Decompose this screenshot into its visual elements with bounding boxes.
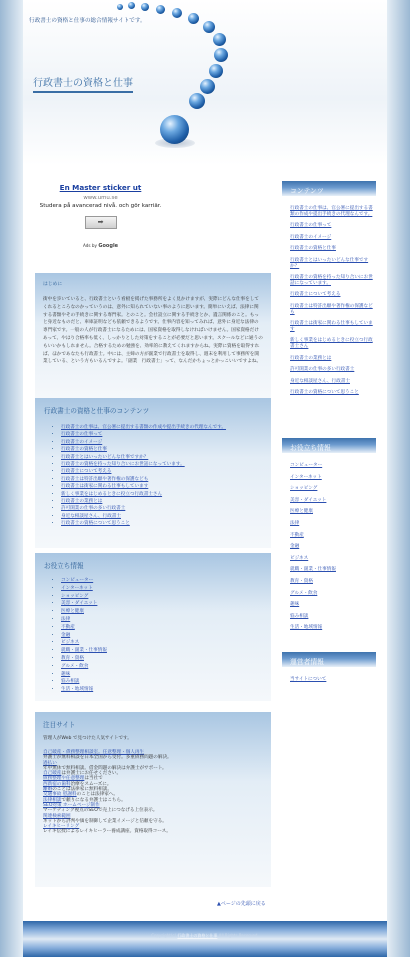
notable-site-link[interactable]: 法律相談	[43, 797, 62, 803]
useful-link[interactable]: 不動産	[61, 624, 75, 630]
useful-item	[61, 624, 262, 632]
sidebar-useful-link[interactable]: コンピューター	[290, 463, 323, 468]
notable-site-desc: ネットから評判や価を制御して企業イメージと信頼を守る。	[43, 818, 167, 824]
notable-site-link[interactable]: 過払い	[43, 760, 57, 766]
intro-heading: はじめに	[43, 282, 63, 287]
notable-site-link[interactable]: 交通事故 慰謝料	[43, 792, 77, 798]
contents-link[interactable]: 行政書士とはいったいどんな仕事ですか？	[61, 454, 149, 460]
sidebar-contents-link[interactable]: 行政書士の仕事は、官公署に提出する書類の作成や提出手続きの代理なんです。	[290, 206, 373, 217]
contents-link[interactable]: 行政書士の資格と仕事	[61, 447, 107, 453]
sidebar-contents-link[interactable]: 行政書士の資格と仕事	[290, 246, 336, 252]
ad-description: Studera på avancerad nivå. och gör karriär.	[39, 203, 162, 209]
notable-site-link[interactable]: 債務整理や任意整理	[43, 776, 85, 782]
sidebar-admin-link[interactable]: 当サイトについて	[290, 677, 327, 682]
notable-site-desc: のことは法律家へ。	[76, 792, 118, 798]
page-body	[23, 0, 387, 957]
useful-info-section	[35, 553, 271, 701]
back-to-top-link[interactable]: ▲ページの先頭に戻る	[217, 901, 266, 907]
ad-title-link[interactable]: En Master sticker ut	[59, 183, 142, 192]
intro-section	[35, 273, 271, 398]
contents-link[interactable]: 行政書士の業務とは	[61, 499, 103, 505]
sidebar-contents-link[interactable]: 行政書士について考える	[290, 292, 341, 298]
sidebar-admin-heading: 運営者情報	[282, 652, 376, 667]
contents-link[interactable]: 行政書士の仕事は、官公署に提出する書類の作成や提出手続きの代理なんです。	[61, 425, 227, 430]
contents-link[interactable]: 行政書士の資格を持った知り合いにお世話になっています。	[61, 462, 185, 468]
useful-link[interactable]: 医療と健康	[61, 609, 84, 615]
useful-link[interactable]: 就職・副業・仕事情報	[61, 648, 107, 654]
sidebar-contents-list	[282, 206, 376, 396]
sidebar-useful-link[interactable]: ショッピング	[290, 486, 318, 492]
sidebar-useful-link[interactable]: ビジネス	[290, 555, 309, 561]
sidebar-contents-link[interactable]: 行政書士とはいったいどんな仕事ですか？	[290, 257, 369, 269]
useful-item	[61, 632, 262, 640]
useful-link[interactable]: 教育・資格	[61, 655, 84, 661]
copyright-suffix: All Rights Reserved.	[218, 933, 259, 938]
notable-site-link[interactable]: 離婚	[43, 787, 53, 793]
useful-item	[61, 678, 262, 686]
useful-item	[61, 608, 262, 616]
notable-sites-lead: 管理人がWeb で見つけた人気サイトです。	[43, 736, 132, 741]
useful-link[interactable]: 生活・地域情報	[61, 687, 94, 693]
sidebar-admin-list	[282, 677, 376, 683]
contents-item	[61, 446, 262, 453]
sidebar-useful-link[interactable]: 就職・副業・仕事情報	[290, 567, 336, 573]
useful-link[interactable]: 悩み相談	[61, 679, 80, 685]
contents-item	[61, 468, 262, 475]
sidebar-admin	[282, 652, 376, 689]
sidebar-useful-link[interactable]: 生活・地域情報	[290, 625, 323, 631]
contents-link[interactable]: 行政書士の仕事って	[61, 432, 103, 438]
google-logo: Google	[98, 242, 119, 249]
sidebar-contents	[282, 181, 376, 402]
useful-link[interactable]: コンピューター	[61, 578, 94, 583]
useful-link[interactable]: インターネット	[61, 585, 93, 591]
notable-site-desc: レイキ伝授によるレイキヒーラー養成講座。資格取得コース。	[43, 829, 171, 835]
contents-item	[61, 431, 262, 438]
site-title[interactable]: 行政書士の資格と仕事	[33, 74, 133, 93]
contents-link[interactable]: 行政書士のイメージ	[61, 439, 103, 445]
contents-heading: 行政書士の資格と仕事のコンテンツ	[44, 407, 150, 415]
useful-item	[61, 600, 262, 608]
useful-link[interactable]: 法律	[61, 616, 71, 622]
notable-site-desc: マーケティング視点のSEOで売上につなげる上位表示。	[43, 808, 158, 814]
sidebar-useful-link[interactable]: インターネット	[290, 474, 322, 480]
contents-link[interactable]: 身近な相談屋さん、行政書士	[61, 513, 121, 519]
sidebar-contents-link[interactable]: 行政書士のイメージ	[290, 234, 332, 240]
useful-item	[61, 577, 262, 585]
sidebar-useful-link[interactable]: 悩み相談	[290, 613, 309, 619]
useful-link[interactable]: グルメ・飲食	[61, 663, 89, 669]
notable-site-desc: 年中無休で無料相談。借金問題の解決は弁護士がサポート。	[43, 765, 167, 771]
contents-item	[61, 439, 262, 446]
site-header	[23, 0, 387, 165]
notable-site-link[interactable]: 西新宿の歯科	[43, 781, 71, 787]
notable-sites-heading: 注目サイト	[43, 721, 76, 729]
contents-item	[61, 483, 262, 490]
contents-item	[61, 461, 262, 468]
useful-item	[61, 686, 262, 694]
copyright-prefix: Copyright(c)	[151, 933, 177, 938]
notable-site-link[interactable]: 関連検索範囲	[43, 813, 71, 819]
useful-link[interactable]: ビジネス	[61, 640, 80, 646]
sidebar-useful	[282, 438, 376, 637]
useful-item	[61, 671, 262, 679]
useful-item	[61, 585, 262, 593]
notable-sites-section	[35, 712, 271, 887]
contents-section	[35, 398, 271, 548]
contents-link[interactable]: 行政書士は街家に関わる仕事もしています	[61, 484, 149, 490]
sidebar-useful-link[interactable]: 美容・ダイエット	[290, 497, 327, 503]
sidebar-contents-link[interactable]: 行政書士は街家に関わる仕事もしています	[290, 321, 373, 332]
useful-link[interactable]: 金融	[61, 632, 71, 638]
useful-item	[61, 639, 262, 647]
sidebar-useful-link[interactable]: グルメ・飲食	[290, 590, 318, 596]
notable-site-desc: 弁護士が無料相談を日本全国から受付。多重債務問題の解決。	[43, 755, 172, 761]
useful-item	[61, 655, 262, 663]
ad-go-button[interactable]: ➡	[85, 216, 117, 229]
contents-item	[61, 454, 262, 461]
intro-text: 街中を歩いていると、行政書士という看板を掲げた事務所をよく見かけますが、実際にどんな仕事をしてくれるところなのかっていうのは、意外に知られていない事のように思います。簡単にいえば、法律に関する書類やその手続きに関する専門家。とのこと。会社設立に関する手続きとか、遺言関係のこと。もっと身近なものだと、車庫証明なども依頼できるようです。仕事内容を知ってみれば、意外に身近な法律の専門家です。一般の人が行政書士になるためには、国家資格を取得しなければいけません。国家資格だけあって、やはり合格率も低く、しっかりとした対策をすることが必要だと思います。スクールなどに通うのもいいかもしれません。合格するための勉強を、効率的に教えてくれますからね。実際に資格を取得すれば、ほかであなたも行政書士。中には、主婦の方が副業で行政書士を取得し、週末を利用して事務所を開業している、という方もいるんですよ。「副業 行政書士」って、なんだかちょっとかっこいいですよね。	[43, 297, 263, 365]
copyright	[23, 933, 387, 939]
contents-link[interactable]: 許可開業の仕事の多い行政書士	[61, 506, 126, 512]
sidebar-contents-link[interactable]: 行政書士の資格について思うこと	[290, 390, 359, 396]
site-description: 行政書士の資格と仕事の総合情報サイトです。	[29, 18, 146, 24]
page-edge-right	[387, 0, 410, 957]
useful-item	[61, 593, 262, 601]
page-edge-left	[0, 0, 23, 957]
sidebar-useful-heading: お役立ち情報	[282, 438, 376, 453]
sidebar-contents-link[interactable]: 新しく事業をはじめるときに役立つ行政書士さん	[290, 338, 373, 349]
useful-info-list	[61, 577, 262, 694]
notable-site-desc: は当社で	[84, 776, 103, 782]
notable-site-link[interactable]: レイキヒーリング	[43, 824, 80, 830]
sidebar-contents-link[interactable]: 行政書士は特許出願や著作権の保護なども	[290, 303, 373, 315]
sidebar-contents-link[interactable]: 行政書士の仕事って	[290, 223, 332, 229]
google-ad-block	[23, 183, 178, 249]
useful-item	[61, 647, 262, 655]
useful-link[interactable]: 美容・ダイエット	[61, 601, 98, 607]
site-footer	[23, 921, 387, 957]
contents-list	[61, 424, 262, 528]
notable-site-desc: のことは法律家に無料相談。	[52, 787, 112, 793]
ads-by-google-badge[interactable]	[23, 243, 178, 249]
sidebar-contents-link[interactable]: 身近な相談屋さん、行政書士	[290, 378, 350, 384]
sidebar-useful-link[interactable]: 金融	[290, 544, 300, 550]
sidebar-useful-link[interactable]: 不動産	[290, 532, 304, 538]
notable-site-link[interactable]: SEO対策 ホームページ制作	[43, 802, 100, 808]
sidebar-contents-link[interactable]: 許可開業の仕事の多い行政書士	[290, 367, 355, 373]
useful-item	[61, 663, 262, 671]
sidebar-contents-heading: コンテンツ	[282, 181, 376, 196]
notable-site-link[interactable]: 自己破産・債務整理相談室。任意整理・個人再生	[43, 750, 145, 755]
notable-site-link[interactable]: 自己破産	[43, 771, 62, 777]
contents-item	[61, 491, 262, 498]
contents-item	[61, 424, 262, 431]
sidebar-useful-link[interactable]: 趣味	[290, 602, 300, 608]
contents-item	[61, 513, 262, 520]
sidebar-useful-link[interactable]: 法律	[290, 520, 300, 526]
contents-item	[61, 498, 262, 505]
ad-url[interactable]: www.umu.se	[83, 195, 118, 201]
sidebar-contents-link[interactable]: 行政書士の業務とは	[290, 355, 332, 361]
copyright-link[interactable]: 行政書士の資格と仕事	[177, 933, 218, 938]
contents-link[interactable]: 行政書士は特許出願や著作権の保護なども	[61, 476, 149, 482]
contents-link[interactable]: 新しく事業をはじめるときに役立つ行政書士さん	[61, 491, 163, 497]
contents-item	[61, 505, 262, 512]
contents-link[interactable]: 行政書士について考える	[61, 469, 112, 475]
useful-info-heading: お役立ち情報	[44, 562, 84, 570]
notable-site-desc: は弁護士にお任せください。	[61, 771, 122, 777]
contents-item	[61, 476, 262, 483]
sidebar-useful-list	[282, 463, 376, 631]
contents-link[interactable]: 行政書士の資格について思うこと	[61, 521, 130, 527]
notable-site-desc: 治療をスムーズに。	[70, 781, 112, 787]
contents-item	[61, 520, 262, 527]
sidebar-useful-link[interactable]: 教育・資格	[290, 578, 313, 584]
useful-link[interactable]: ショッピング	[61, 593, 89, 599]
sidebar-contents-link[interactable]: 行政書士の資格を持った知り合いにお世話になっています。	[290, 275, 373, 286]
notable-site-desc: で頼りになる弁護士はこちら。	[61, 797, 126, 803]
ads-by-label: Ads by	[82, 242, 98, 248]
useful-item	[61, 616, 262, 624]
useful-link[interactable]: 趣味	[61, 671, 71, 677]
sidebar-useful-link[interactable]: 医療と健康	[290, 509, 313, 515]
